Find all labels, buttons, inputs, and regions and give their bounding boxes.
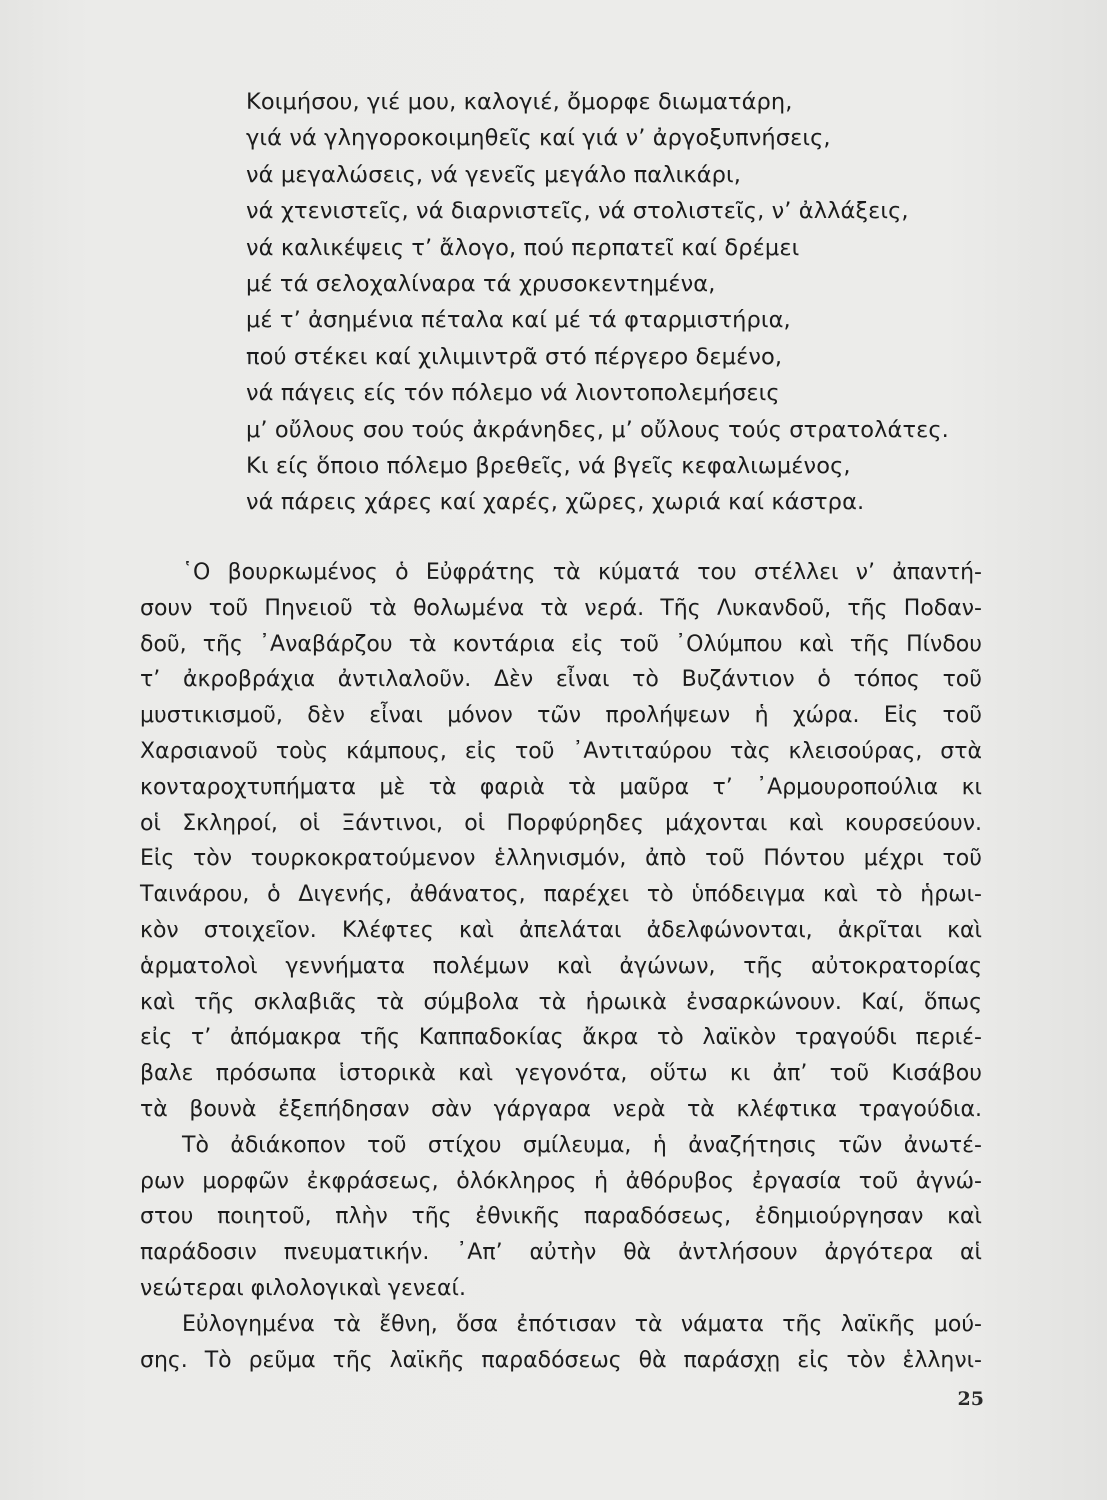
prose-line: κὸν στοιχεῖον. Κλέφτες καὶ ἀπελάται ἀδελφώνονται, ἀκρῖται καὶ — [140, 917, 982, 943]
prose-line: Τὸ ἀδιάκοπον τοῦ στίχου σμίλευμα, ἡ ἀναζήτησις τῶν ἀνωτέ- — [182, 1132, 982, 1158]
poem-line: Κι είς ὅποιο πόλεμο βρεθεῖς, νά βγεῖς κεφαλιωμένος, — [246, 452, 851, 479]
prose-line: τ’ ἀκροβράχια ἀντιλαλοῦν. Δὲν εἶναι τὸ Βυζάντιον ὁ τόπος τοῦ — [140, 667, 982, 693]
poem-line: πού στέκει καί χιλιμιντρᾶ στό πέργερο δεμένο, — [246, 343, 783, 370]
poem-line: νά χτενιστεῖς, νά διαρνιστεῖς, νά στολιστεῖς, ν’ ἀλλάξεις, — [246, 198, 909, 225]
prose-line: σης. Τὸ ρεῦμα τῆς λαϊκῆς παραδόσεως θὰ παράσχῃ εἰς τὸν ἑλληνι- — [140, 1347, 982, 1373]
poem-line: μ’ οὔλους σου τούς ἀκράνηδες, μ’ οὔλους τούς στρατολάτες. — [246, 416, 949, 443]
prose-block — [140, 555, 982, 1378]
poem-line: νά καλικέψεις τ’ ἄλογο, πού περπατεῖ καί δρέμει — [246, 234, 800, 261]
prose-line: σουν τοῦ Πηνειοῦ τὰ θολωμένα τὰ νερά. Τῆς Λυκανδοῦ, τῆς Ποδαν- — [140, 595, 982, 621]
prose-line: καὶ τῆς σκλαβιᾶς τὰ σύμβολα τὰ ἡρωικὰ ἐνσαρκώνουν. Καί, ὅπως — [140, 989, 982, 1015]
prose-line: Ταινάρου, ὁ Διγενής, ἀθάνατος, παρέχει τὸ ὑπόδειγμα καὶ τὸ ἡρωι- — [140, 882, 982, 908]
prose-line: ἁρματολοὶ γεννήματα πολέμων καὶ ἀγώνων, τῆς αὐτοκρατορίας — [140, 953, 982, 979]
prose-line: Εἰς τὸν τουρκοκρατούμενον ἑλληνισμόν, ἀπὸ τοῦ Πόντου μέχρι τοῦ — [140, 846, 982, 872]
poem-line: μέ τ’ ἀσημένια πέταλα καί μέ τά φταρμιστήρια, — [246, 307, 791, 334]
prose-line: τὰ βουνὰ ἐξεπήδησαν σὰν γάργαρα νερὰ τὰ κλέφτικα τραγούδια. — [140, 1096, 982, 1122]
prose-line: εἰς τ’ ἀπόμακρα τῆς Καππαδοκίας ἄκρα τὸ λαϊκὸν τραγούδι περιέ- — [140, 1025, 982, 1051]
prose-line: νεώτεραι φιλολογικαὶ γενεαί. — [140, 1275, 466, 1301]
prose-line: ρων μορφῶν ἐκφράσεως, ὁλόκληρος ἡ ἀθόρυβος ἐργασία τοῦ ἀγνώ- — [140, 1168, 982, 1194]
prose-line: δοῦ, τῆς ᾿Αναβάρζου τὰ κοντάρια εἰς τοῦ ᾿Ολύμπου καὶ τῆς Πίνδου — [140, 631, 982, 657]
poem-block — [246, 84, 1006, 521]
prose-line: μυστικισμοῦ, δὲν εἶναι μόνον τῶν προλήψεων ἡ χώρα. Εἰς τοῦ — [140, 703, 982, 729]
prose-line: Χαρσιανοῦ τοὺς κάμπους, εἰς τοῦ ᾿Αντιταύρου τὰς κλεισούρας, στὰ — [140, 738, 982, 764]
page-number: 25 — [957, 1388, 984, 1410]
prose-line: βαλε πρόσωπα ἱστορικὰ καὶ γεγονότα, οὕτω κι ἀπ’ τοῦ Κισάβου — [140, 1061, 982, 1087]
prose-line: ῾Ο βουρκωμένος ὁ Εὐφράτης τὰ κύματά του στέλλει ν’ ἀπαντή- — [182, 560, 982, 585]
poem-line: νά πάγεις είς τόν πόλεμο νά λιοντοπολεμήσεις — [246, 380, 780, 407]
poem-line: γιά νά γληγοροκοιμηθεῖς καί γιά ν’ ἀργοξυπνήσεις, — [246, 125, 831, 152]
prose-line: στου ποιητοῦ, πλὴν τῆς ἐθνικῆς παραδόσεως, ἐδημιούργησαν καὶ — [140, 1204, 982, 1230]
prose-line: Εὐλογημένα τὰ ἔθνη, ὅσα ἐπότισαν τὰ νάματα τῆς λαϊκῆς μού- — [182, 1311, 982, 1337]
poem-line: Κοιμήσου, γιέ μου, καλογιέ, ὄμορφε διωματάρη, — [246, 89, 793, 115]
poem-line: νά μεγαλώσεις, νά γενεῖς μεγάλο παλικάρι, — [246, 161, 742, 188]
poem-line: μέ τά σελοχαλίναρα τά χρυσοκεντημένα, — [246, 270, 716, 297]
poem-line: νά πάρεις χάρες καί χαρές, χῶρες, χωριά καί κάστρα. — [246, 489, 865, 516]
prose-line: οἱ Σκληροί, οἱ Ξάντινοι, οἱ Πορφύρηδες μάχονται καὶ κουρσεύουν. — [140, 810, 982, 836]
prose-line: παράδοσιν πνευματικήν. ᾿Απ’ αὐτὴν θὰ ἀντλήσουν ἀργότερα αἱ — [140, 1240, 982, 1266]
prose-line: κονταροχτυπήματα μὲ τὰ φαριὰ τὰ μαῦρα τ’ ᾿Αρμουροπούλια κι — [140, 774, 982, 800]
